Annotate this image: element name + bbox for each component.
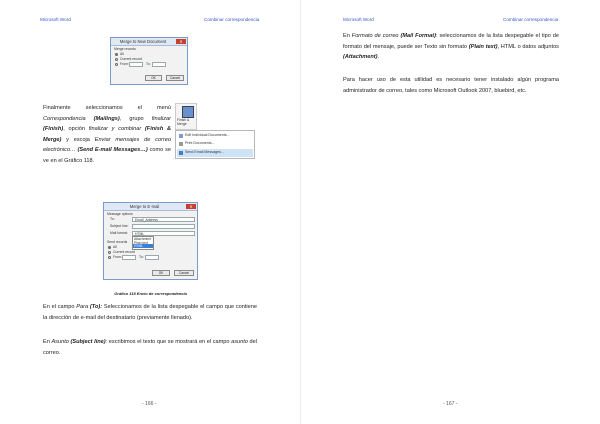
paragraph-mail-format xyxy=(343,31,559,63)
radio-all[interactable] xyxy=(108,246,111,249)
finish-merge-ribbon-button[interactable] xyxy=(175,103,197,130)
dropdown-option-plain-text[interactable]: Plain text xyxy=(134,240,148,245)
finish-merge-label: Finish & Merge xyxy=(177,118,190,127)
figure-caption: Gráfico 118 Envío de correspondencia xyxy=(114,291,187,296)
close-icon[interactable]: ✕ xyxy=(186,204,196,209)
subject-input[interactable] xyxy=(132,224,195,229)
dialog-title: Merge to E-mail xyxy=(129,204,160,209)
merge-records-label: Merge records xyxy=(114,47,136,51)
send-records-label: Send records xyxy=(107,240,128,244)
dialog-title: Merge to New Document xyxy=(119,39,167,44)
finish-merge-icon xyxy=(182,106,194,118)
page-number: - 167 - xyxy=(443,401,458,407)
header-right: Combinar correspondencia xyxy=(503,17,559,22)
dialog-titlebar xyxy=(111,38,187,46)
radio-current-label: Current record xyxy=(120,57,142,61)
header-left: Microsoft Word xyxy=(40,17,71,22)
dropdown-option-html-selected[interactable] xyxy=(133,244,153,248)
merge-to-email-dialog xyxy=(103,202,198,280)
text: En xyxy=(43,339,52,345)
paragraph-finish-merge xyxy=(43,103,171,167)
page-number: - 166 - xyxy=(142,401,157,407)
menu-item-edit-documents[interactable]: Edit Individual Documents... xyxy=(185,133,230,137)
radio-from[interactable] xyxy=(115,63,118,66)
merge-new-document-dialog xyxy=(110,37,188,85)
close-icon[interactable]: ✕ xyxy=(176,39,186,44)
paragraph-subject xyxy=(43,337,257,358)
text: (Finish) xyxy=(43,126,64,133)
menu-item-print-documents[interactable]: Print Documents... xyxy=(185,141,215,145)
format-dropdown-list xyxy=(132,236,154,250)
from-field[interactable] xyxy=(129,62,143,67)
text: Seleccionamos de la lista despegable el campo que contiene la dirección de e-mail del destinatario (previamente llenado). xyxy=(43,304,257,321)
text: Para hacer uso de esta utilidad es necesario tener instalado algún programa administrador de correo, tales como Microsoft Outlook 2007, bluebird, etc. xyxy=(343,77,559,94)
menu-item-send-email[interactable]: Send Email Messages... xyxy=(185,150,224,154)
to-range-label: To: xyxy=(139,255,144,259)
dropdown-option-html: HTML xyxy=(134,244,144,249)
text: , HTML o datos adjuntos xyxy=(497,43,559,50)
format-label: Mail format: xyxy=(110,231,128,235)
to-label: To: xyxy=(110,217,115,221)
radio-current[interactable] xyxy=(115,58,118,61)
to-select-value: Email_Address xyxy=(135,218,158,222)
text: : escribimos el texto que se mostrará en el campo xyxy=(105,339,232,345)
cancel-button[interactable]: Cancel xyxy=(166,75,184,81)
cancel-button[interactable]: Cancel xyxy=(174,270,194,276)
text: Finalmente seleccionamos el menú xyxy=(43,105,171,111)
text: , opción xyxy=(63,126,89,133)
subject-label: Subject line: xyxy=(110,224,129,228)
printer-icon xyxy=(179,142,183,146)
to-range-field[interactable] xyxy=(145,255,159,260)
paragraph-to-field xyxy=(43,302,257,323)
radio-all[interactable] xyxy=(115,53,118,56)
to-label: To: xyxy=(146,62,151,66)
to-field[interactable] xyxy=(152,62,166,67)
text: En el campo xyxy=(43,304,77,310)
radio-current[interactable] xyxy=(108,251,111,254)
format-select-value: HTML xyxy=(135,232,145,236)
dropdown-option-attachment[interactable]: Attachment xyxy=(134,237,152,241)
text: (To): xyxy=(88,304,103,310)
radio-from[interactable] xyxy=(108,256,111,259)
message-options-label: Message options xyxy=(107,212,133,216)
from-field[interactable] xyxy=(122,255,136,260)
text: (Finish & Merge) xyxy=(43,126,172,143)
text: (Send E-mail Messages…) xyxy=(75,147,148,154)
document-icon xyxy=(179,134,183,138)
text: Para xyxy=(76,304,89,310)
text: como se ve en el Gráfico 118. xyxy=(43,147,171,164)
radio-from-label: From: xyxy=(113,255,122,259)
text: (Mail Format) xyxy=(398,33,436,39)
finish-merge-menu xyxy=(175,130,255,159)
ok-button[interactable]: OK xyxy=(152,270,170,276)
text: , grupo xyxy=(119,115,152,122)
text: del correo. xyxy=(43,339,257,356)
dialog-titlebar xyxy=(104,203,197,211)
text: (Subject line) xyxy=(68,339,106,345)
text: y escoja xyxy=(61,136,95,143)
paragraph-mail-client xyxy=(343,75,559,96)
text: Enviar mensajes de correo electrónico… xyxy=(43,136,171,154)
text: Formato de correo xyxy=(351,33,399,39)
right-page xyxy=(300,0,600,424)
radio-current-label: Current record xyxy=(113,250,135,254)
radio-all-label: All xyxy=(113,245,117,249)
text: (Mailings) xyxy=(85,115,120,122)
text: (Attachment) xyxy=(343,54,378,61)
text: : seleccionamos de la lista despegable el tipo de formato del mensaje, puede ser Texto sin formato xyxy=(343,33,559,50)
text: En xyxy=(343,33,352,39)
header-right: Combinar correspondencia xyxy=(204,17,260,22)
header-left: Microsoft Word xyxy=(343,17,374,22)
to-select[interactable] xyxy=(132,217,195,222)
text: finalizar y combinar xyxy=(88,126,142,133)
radio-from-label: From: xyxy=(120,62,129,66)
text: (Plain text) xyxy=(468,43,498,50)
text: finalizar xyxy=(151,115,171,122)
text: asunto xyxy=(231,339,248,345)
radio-all-label: All xyxy=(120,52,124,56)
email-icon xyxy=(179,151,183,155)
text: . xyxy=(377,54,380,61)
ok-button[interactable]: OK xyxy=(145,75,162,81)
text: Correspondencia xyxy=(43,115,86,122)
text: Asunto xyxy=(51,339,69,345)
